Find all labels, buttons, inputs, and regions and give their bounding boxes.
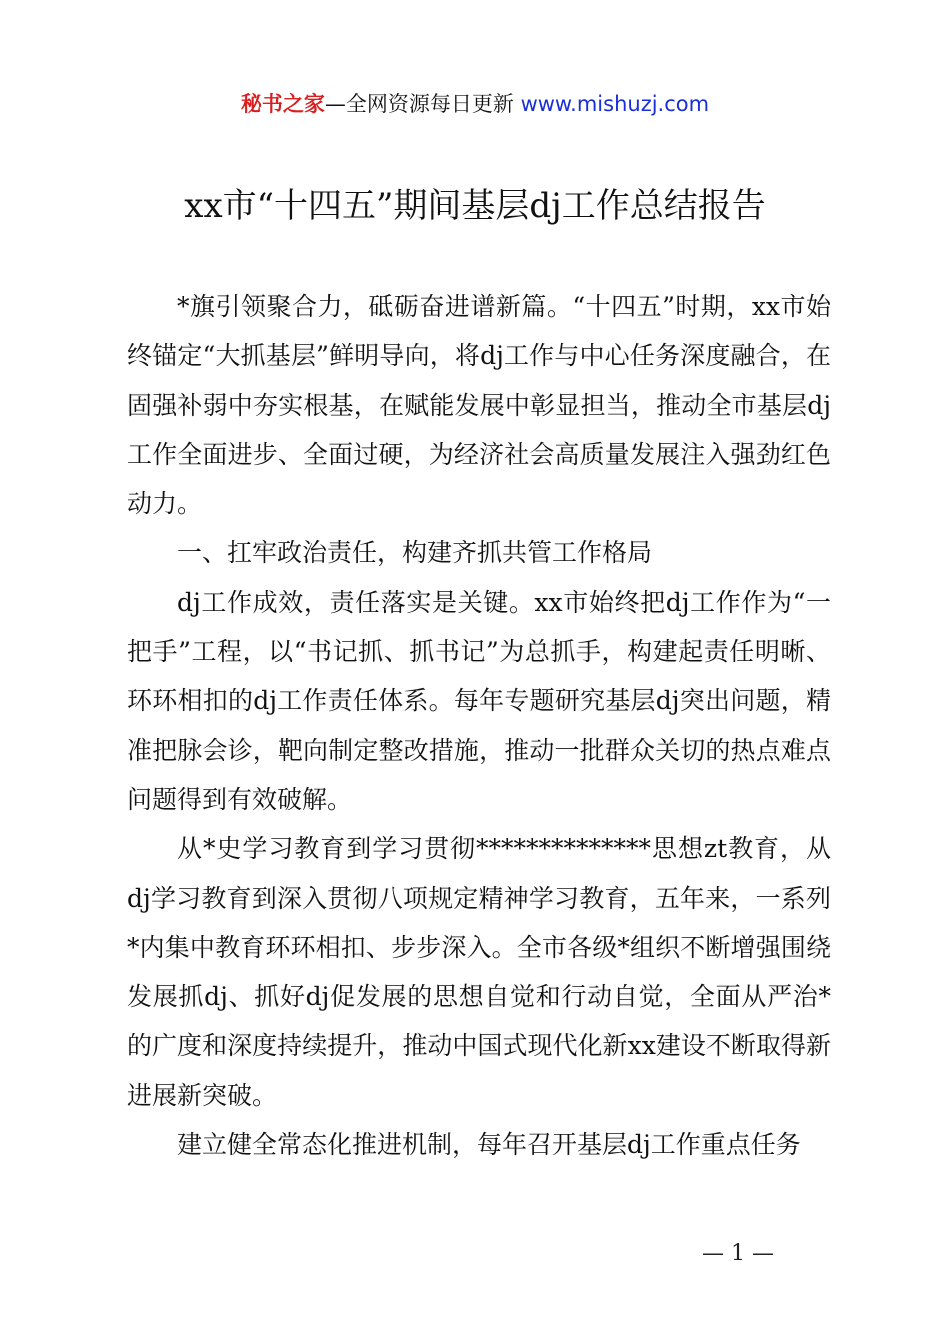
paragraph-responsibility: dj工作成效，责任落实是关键。xx市始终把dj工作作为“一把手”工程，以“书记抓、抓书记”为总抓手，构建起责任明晰、环环相扣的dj工作责任体系。每年专题研究基层dj突出问题，精准把脉会诊，靶向制定整改措施，推动一批群众关切的热点难点问题得到有效破解。 [127,587,831,814]
section-heading-1: 一、扛牢政治责任，构建齐抓共管工作格局 [177,538,653,568]
paragraph-intro: *旗引领聚合力，砥砺奋进谱新篇。“十四五”时期，xx市始终锚定“大抓基层”鲜明导向，将dj工作与中心任务深度融合，在固强补弱中夯实根基，在赋能发展中彰显担当，推动全市基层dj工作全面进步、全面过硬，为经济社会高质量发展注入强劲红色动力。 [127,292,831,519]
site-url-link[interactable]: www.mishuzj.com [520,92,710,116]
paragraph-education: 从*史学习教育到学习贯彻**************思想zt教育，从dj学习教育到深入贯彻八项规定精神学习教育，五年来，一系列*内集中教育环环相扣、步步深入。全市各级*组织不断增强围绕发展抓dj、抓好dj促发展的思想自觉和行动自觉，全面从严治*的广度和深度持续提升，推动中国式现代化新xx建设不断取得新进展新突破。 [127,834,831,1110]
site-header [0,88,950,120]
brand-name: 秘书之家 [240,92,325,116]
page-number: — 1 — [702,1241,774,1266]
document-title: xx市“十四五”期间基层dj工作总结报告 [184,186,766,226]
header-tagline: —全网资源每日更新 [324,92,521,116]
paragraph-mechanism: 建立健全常态化推进机制，每年召开基层dj工作重点任务 [177,1130,801,1160]
document-body [127,282,831,1169]
